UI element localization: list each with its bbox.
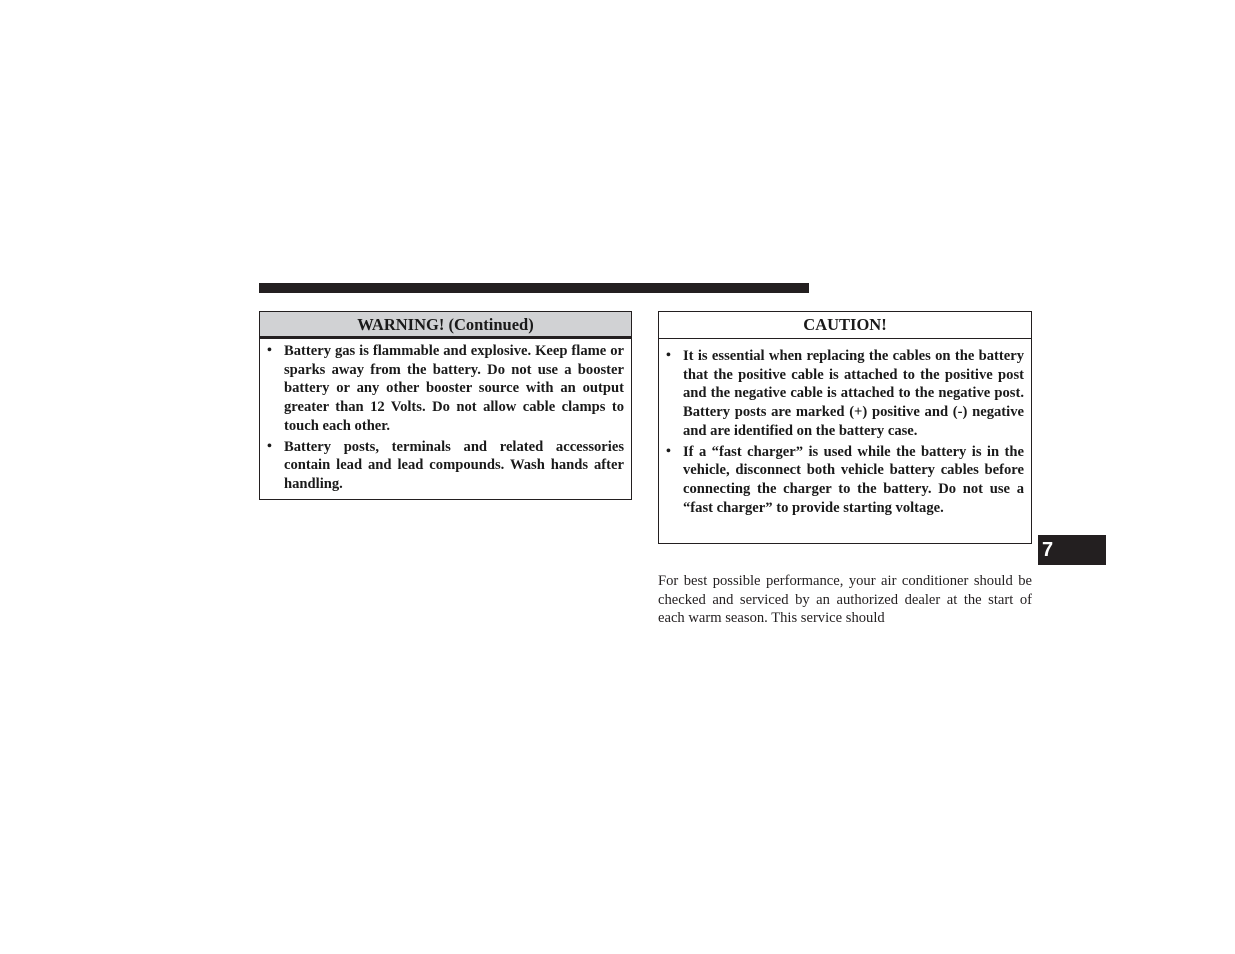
caution-item [666,443,1024,518]
warning-item-text: Battery gas is flammable and explosive. Keep flame or sparks away from the battery. Do not use a booster battery or any other booster source with an output greater than 12 Volts. Do not allow cable clamps to touch each other. [284,343,624,434]
bullet-icon: • [666,348,671,363]
chapter-tab: 7 [1038,535,1106,565]
bullet-icon: • [666,443,671,459]
caution-box [658,311,1032,544]
header-rule [259,283,809,293]
warning-item [267,438,624,494]
bullet-icon: • [267,343,272,358]
caution-list [659,339,1031,517]
caution-item-text: It is essential when replacing the cables on the battery that the positive cable is attached to the positive post and the negative cable is attached to the negative post. Battery posts are marked (+) positive and (-) negative and are identified on the battery case. [683,348,1024,439]
caution-item-text: If a “fast charger” is used while the battery is in the vehicle, disconnect both vehicle battery cables before connecting the charger to the battery. Do not use a “fast charger” to provide starting voltage. [683,443,1024,516]
caution-item [666,347,1024,441]
warning-box [259,311,632,500]
warning-title: WARNING! (Continued) [260,312,631,339]
warning-item [267,342,624,436]
warning-item-text: Battery posts, terminals and related accessories contain lead and lead compounds. Wash hands after handling. [284,438,624,492]
bullet-icon: • [267,438,272,454]
body-paragraph: For best possible performance, your air conditioner should be checked and serviced by an authorized dealer at the start of each warm season. This service should [658,573,1032,627]
warning-list [260,339,631,494]
caution-title: CAUTION! [659,312,1031,339]
